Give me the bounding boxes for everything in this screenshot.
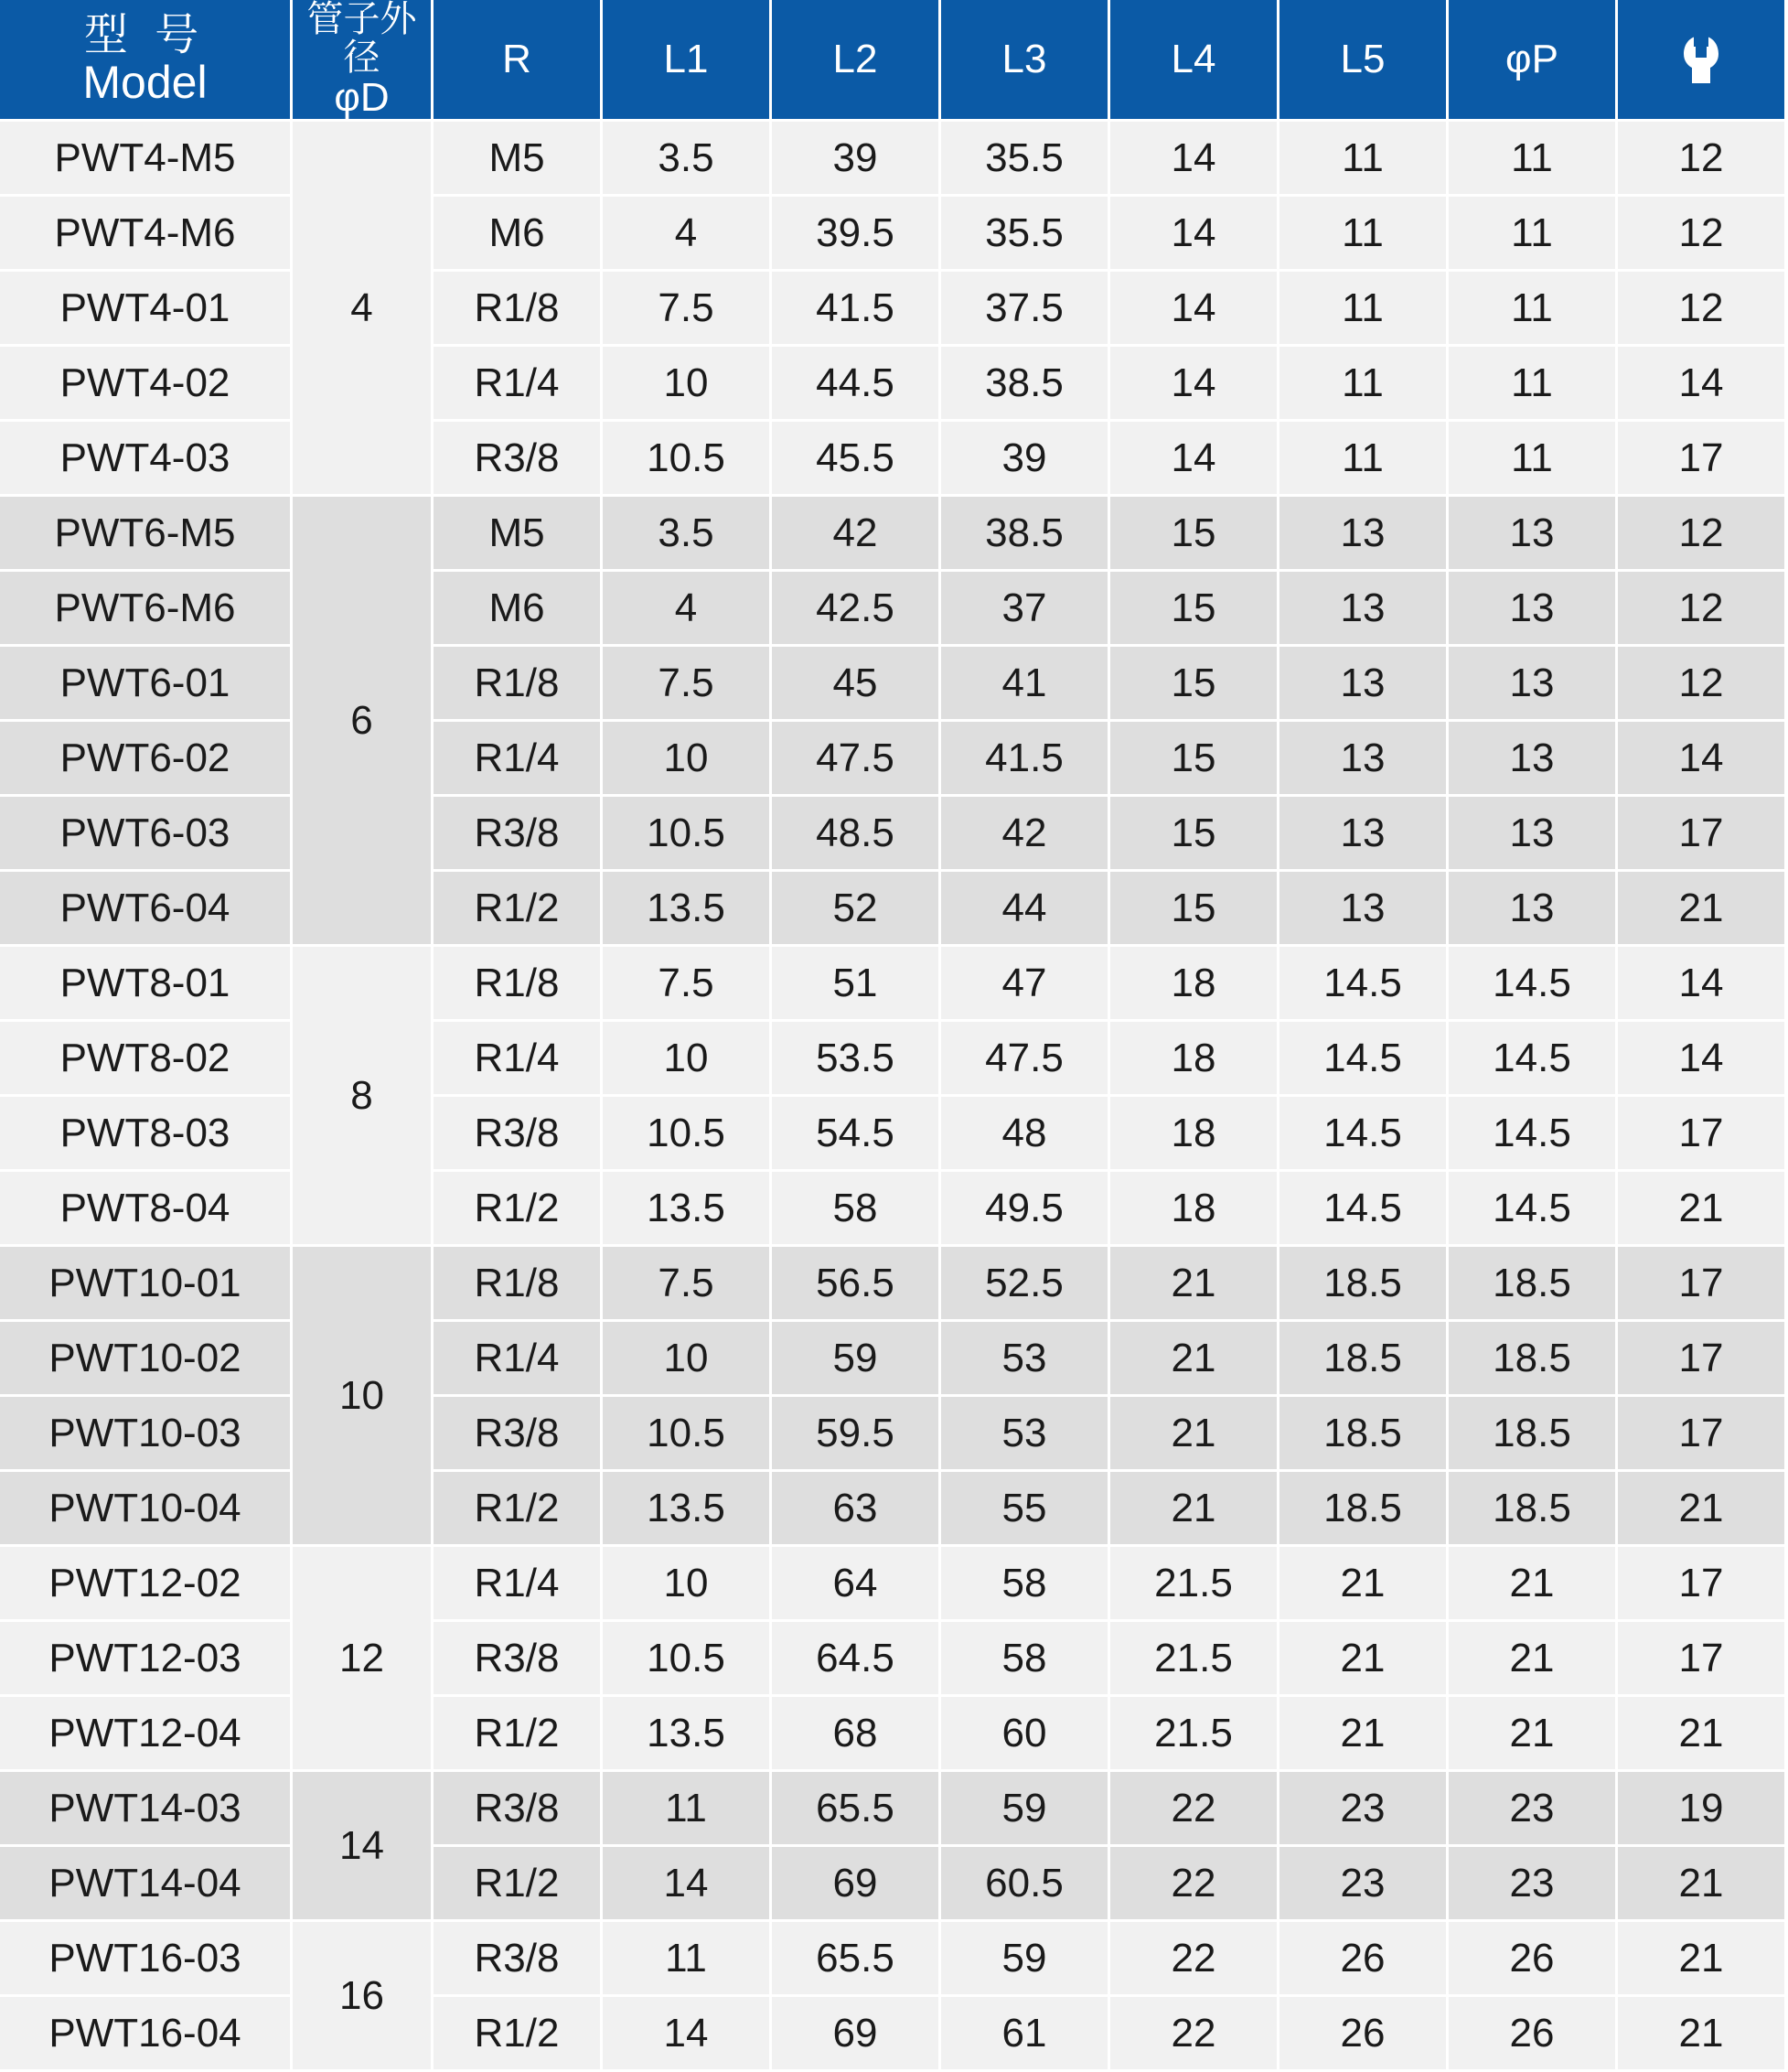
cell-wrench-size: 14 xyxy=(1618,347,1784,419)
cell-model: PWT6-M5 xyxy=(0,497,290,569)
cell-l3: 53 xyxy=(941,1322,1108,1394)
cell-model: PWT10-04 xyxy=(0,1472,290,1544)
cell-l1: 10 xyxy=(603,1547,769,1619)
table-row xyxy=(0,1697,1784,1769)
cell-l3: 58 xyxy=(941,1547,1108,1619)
header-tube-od-zh: 管子外径 xyxy=(306,0,417,78)
cell-l3: 60 xyxy=(941,1697,1108,1769)
cell-l5: 26 xyxy=(1279,1997,1446,2069)
cell-tube-od: 8 xyxy=(293,947,431,1244)
cell-l2: 63 xyxy=(772,1472,938,1544)
table-row xyxy=(0,722,1784,794)
cell-l3: 61 xyxy=(941,1997,1108,2069)
cell-p: 13 xyxy=(1449,797,1615,869)
cell-l3: 47 xyxy=(941,947,1108,1019)
cell-wrench-size: 21 xyxy=(1618,1847,1784,1919)
cell-wrench-size: 14 xyxy=(1618,947,1784,1019)
cell-l4: 21 xyxy=(1110,1472,1277,1544)
cell-l2: 48.5 xyxy=(772,797,938,869)
cell-model: PWT8-01 xyxy=(0,947,290,1019)
cell-wrench-size: 12 xyxy=(1618,572,1784,644)
cell-l4: 22 xyxy=(1110,1772,1277,1844)
cell-l1: 14 xyxy=(603,1847,769,1919)
table-row xyxy=(0,647,1784,719)
cell-r: M5 xyxy=(434,497,600,569)
cell-l5: 13 xyxy=(1279,497,1446,569)
header-model xyxy=(0,0,290,119)
cell-l5: 26 xyxy=(1279,1922,1446,1994)
cell-l3: 41.5 xyxy=(941,722,1108,794)
cell-wrench-size: 14 xyxy=(1618,722,1784,794)
cell-l1: 10.5 xyxy=(603,1397,769,1469)
cell-l1: 13.5 xyxy=(603,1172,769,1244)
cell-l1: 10.5 xyxy=(603,1097,769,1169)
cell-l5: 21 xyxy=(1279,1547,1446,1619)
cell-tube-od: 4 xyxy=(293,122,431,494)
table-row xyxy=(0,422,1784,494)
cell-wrench-size: 17 xyxy=(1618,422,1784,494)
cell-p: 13 xyxy=(1449,722,1615,794)
table-row xyxy=(0,1772,1784,1844)
cell-model: PWT4-M6 xyxy=(0,197,290,269)
cell-r: R3/8 xyxy=(434,1622,600,1694)
cell-l4: 15 xyxy=(1110,572,1277,644)
cell-r: R1/4 xyxy=(434,1547,600,1619)
cell-model: PWT8-02 xyxy=(0,1022,290,1094)
cell-model: PWT10-01 xyxy=(0,1247,290,1319)
cell-l3: 49.5 xyxy=(941,1172,1108,1244)
cell-model: PWT6-01 xyxy=(0,647,290,719)
cell-l3: 39 xyxy=(941,422,1108,494)
cell-l4: 21.5 xyxy=(1110,1622,1277,1694)
cell-l4: 21 xyxy=(1110,1397,1277,1469)
header-l5: L5 xyxy=(1279,0,1446,119)
cell-r: R3/8 xyxy=(434,1772,600,1844)
cell-l2: 52 xyxy=(772,872,938,944)
cell-l2: 39 xyxy=(772,122,938,194)
cell-l5: 14.5 xyxy=(1279,947,1446,1019)
cell-p: 11 xyxy=(1449,422,1615,494)
cell-r: R1/2 xyxy=(434,1172,600,1244)
cell-wrench-size: 19 xyxy=(1618,1772,1784,1844)
cell-wrench-size: 17 xyxy=(1618,1622,1784,1694)
cell-l1: 11 xyxy=(603,1772,769,1844)
cell-l1: 4 xyxy=(603,197,769,269)
cell-r: R1/8 xyxy=(434,647,600,719)
cell-r: R1/2 xyxy=(434,1472,600,1544)
cell-p: 18.5 xyxy=(1449,1397,1615,1469)
cell-p: 14.5 xyxy=(1449,947,1615,1019)
table-row xyxy=(0,1247,1784,1319)
cell-p: 13 xyxy=(1449,647,1615,719)
cell-l5: 18.5 xyxy=(1279,1322,1446,1394)
cell-l3: 59 xyxy=(941,1772,1108,1844)
cell-l5: 13 xyxy=(1279,797,1446,869)
cell-model: PWT10-02 xyxy=(0,1322,290,1394)
cell-l2: 65.5 xyxy=(772,1922,938,1994)
cell-wrench-size: 12 xyxy=(1618,272,1784,344)
table-header xyxy=(0,0,1784,119)
cell-r: R3/8 xyxy=(434,1922,600,1994)
cell-p: 21 xyxy=(1449,1547,1615,1619)
cell-p: 23 xyxy=(1449,1772,1615,1844)
cell-r: R1/2 xyxy=(434,872,600,944)
cell-r: R1/8 xyxy=(434,1247,600,1319)
cell-p: 18.5 xyxy=(1449,1247,1615,1319)
cell-l5: 14.5 xyxy=(1279,1172,1446,1244)
table-row xyxy=(0,1472,1784,1544)
cell-l1: 11 xyxy=(603,1922,769,1994)
cell-l1: 13.5 xyxy=(603,1472,769,1544)
cell-l5: 14.5 xyxy=(1279,1022,1446,1094)
cell-l2: 51 xyxy=(772,947,938,1019)
cell-model: PWT10-03 xyxy=(0,1397,290,1469)
cell-l2: 56.5 xyxy=(772,1247,938,1319)
cell-l5: 13 xyxy=(1279,722,1446,794)
cell-p: 14.5 xyxy=(1449,1022,1615,1094)
cell-r: M6 xyxy=(434,572,600,644)
cell-model: PWT12-04 xyxy=(0,1697,290,1769)
cell-l4: 15 xyxy=(1110,722,1277,794)
cell-l5: 23 xyxy=(1279,1847,1446,1919)
cell-l5: 14.5 xyxy=(1279,1097,1446,1169)
header-tube-od xyxy=(293,0,431,119)
cell-l1: 3.5 xyxy=(603,497,769,569)
cell-l4: 21.5 xyxy=(1110,1547,1277,1619)
cell-l3: 35.5 xyxy=(941,197,1108,269)
cell-l3: 44 xyxy=(941,872,1108,944)
cell-tube-od: 6 xyxy=(293,497,431,944)
cell-model: PWT6-M6 xyxy=(0,572,290,644)
cell-p: 18.5 xyxy=(1449,1472,1615,1544)
table-row xyxy=(0,1997,1784,2069)
cell-l1: 7.5 xyxy=(603,947,769,1019)
cell-l3: 55 xyxy=(941,1472,1108,1544)
cell-l1: 4 xyxy=(603,572,769,644)
cell-r: R1/4 xyxy=(434,347,600,419)
cell-l3: 42 xyxy=(941,797,1108,869)
cell-l4: 15 xyxy=(1110,872,1277,944)
header-l2: L2 xyxy=(772,0,938,119)
cell-l1: 10 xyxy=(603,347,769,419)
cell-wrench-size: 17 xyxy=(1618,797,1784,869)
cell-wrench-size: 17 xyxy=(1618,1322,1784,1394)
cell-l2: 68 xyxy=(772,1697,938,1769)
cell-model: PWT6-04 xyxy=(0,872,290,944)
cell-l3: 38.5 xyxy=(941,497,1108,569)
cell-l4: 14 xyxy=(1110,122,1277,194)
cell-p: 13 xyxy=(1449,497,1615,569)
cell-l1: 7.5 xyxy=(603,1247,769,1319)
cell-l4: 15 xyxy=(1110,797,1277,869)
cell-l5: 21 xyxy=(1279,1622,1446,1694)
cell-l2: 53.5 xyxy=(772,1022,938,1094)
cell-r: R1/4 xyxy=(434,1022,600,1094)
cell-p: 26 xyxy=(1449,1922,1615,1994)
header-row xyxy=(0,0,1784,119)
table-row xyxy=(0,1547,1784,1619)
cell-wrench-size: 12 xyxy=(1618,197,1784,269)
cell-l5: 18.5 xyxy=(1279,1397,1446,1469)
cell-l3: 59 xyxy=(941,1922,1108,1994)
cell-l1: 10.5 xyxy=(603,422,769,494)
cell-l4: 18 xyxy=(1110,1097,1277,1169)
cell-wrench-size: 21 xyxy=(1618,1172,1784,1244)
cell-l2: 42.5 xyxy=(772,572,938,644)
cell-l3: 48 xyxy=(941,1097,1108,1169)
cell-wrench-size: 12 xyxy=(1618,647,1784,719)
cell-l2: 54.5 xyxy=(772,1097,938,1169)
table-row xyxy=(0,197,1784,269)
cell-l3: 37 xyxy=(941,572,1108,644)
cell-r: R3/8 xyxy=(434,1397,600,1469)
table-row xyxy=(0,1847,1784,1919)
cell-l2: 64 xyxy=(772,1547,938,1619)
cell-p: 14.5 xyxy=(1449,1172,1615,1244)
cell-l2: 69 xyxy=(772,1997,938,2069)
cell-tube-od: 16 xyxy=(293,1922,431,2069)
cell-l4: 21 xyxy=(1110,1247,1277,1319)
cell-tube-od: 14 xyxy=(293,1772,431,1919)
table-body xyxy=(0,122,1784,2069)
cell-wrench-size: 21 xyxy=(1618,1922,1784,1994)
cell-p: 11 xyxy=(1449,122,1615,194)
cell-l5: 13 xyxy=(1279,572,1446,644)
header-p: φP xyxy=(1449,0,1615,119)
cell-l1: 10.5 xyxy=(603,797,769,869)
table-row xyxy=(0,1172,1784,1244)
cell-l4: 15 xyxy=(1110,647,1277,719)
cell-wrench-size: 12 xyxy=(1618,122,1784,194)
cell-l1: 13.5 xyxy=(603,1697,769,1769)
cell-l1: 10.5 xyxy=(603,1622,769,1694)
table-row xyxy=(0,122,1784,194)
cell-l5: 13 xyxy=(1279,647,1446,719)
cell-l4: 21.5 xyxy=(1110,1697,1277,1769)
cell-wrench-size: 17 xyxy=(1618,1397,1784,1469)
cell-l4: 14 xyxy=(1110,422,1277,494)
cell-l1: 14 xyxy=(603,1997,769,2069)
cell-model: PWT8-04 xyxy=(0,1172,290,1244)
table-row xyxy=(0,947,1784,1019)
cell-p: 21 xyxy=(1449,1622,1615,1694)
cell-l4: 14 xyxy=(1110,197,1277,269)
cell-l2: 45.5 xyxy=(772,422,938,494)
cell-r: R3/8 xyxy=(434,422,600,494)
table-row xyxy=(0,272,1784,344)
cell-l5: 13 xyxy=(1279,872,1446,944)
cell-wrench-size: 14 xyxy=(1618,1022,1784,1094)
cell-r: R1/8 xyxy=(434,947,600,1019)
cell-l4: 22 xyxy=(1110,1997,1277,2069)
cell-l1: 7.5 xyxy=(603,272,769,344)
cell-tube-od: 12 xyxy=(293,1547,431,1769)
cell-wrench-size: 17 xyxy=(1618,1247,1784,1319)
wrench-icon xyxy=(1681,34,1721,85)
cell-l2: 45 xyxy=(772,647,938,719)
cell-model: PWT8-03 xyxy=(0,1097,290,1169)
cell-wrench-size: 21 xyxy=(1618,1697,1784,1769)
cell-l3: 41 xyxy=(941,647,1108,719)
cell-l1: 7.5 xyxy=(603,647,769,719)
header-model-zh: 型 号 xyxy=(83,10,207,59)
cell-model: PWT14-04 xyxy=(0,1847,290,1919)
cell-l4: 15 xyxy=(1110,497,1277,569)
cell-r: M5 xyxy=(434,122,600,194)
cell-model: PWT4-03 xyxy=(0,422,290,494)
cell-model: PWT4-02 xyxy=(0,347,290,419)
table-row xyxy=(0,497,1784,569)
cell-p: 11 xyxy=(1449,197,1615,269)
cell-p: 11 xyxy=(1449,347,1615,419)
cell-l2: 69 xyxy=(772,1847,938,1919)
cell-r: R1/4 xyxy=(434,1322,600,1394)
cell-wrench-size: 21 xyxy=(1618,1472,1784,1544)
cell-r: R1/2 xyxy=(434,1997,600,2069)
cell-p: 18.5 xyxy=(1449,1322,1615,1394)
cell-l2: 39.5 xyxy=(772,197,938,269)
cell-wrench-size: 17 xyxy=(1618,1097,1784,1169)
cell-p: 13 xyxy=(1449,572,1615,644)
cell-l5: 11 xyxy=(1279,422,1446,494)
cell-l4: 14 xyxy=(1110,347,1277,419)
cell-l5: 21 xyxy=(1279,1697,1446,1769)
cell-wrench-size: 21 xyxy=(1618,1997,1784,2069)
cell-p: 21 xyxy=(1449,1697,1615,1769)
cell-wrench-size: 12 xyxy=(1618,497,1784,569)
cell-l3: 47.5 xyxy=(941,1022,1108,1094)
cell-l2: 64.5 xyxy=(772,1622,938,1694)
cell-r: R1/8 xyxy=(434,272,600,344)
header-l3: L3 xyxy=(941,0,1108,119)
cell-model: PWT16-03 xyxy=(0,1922,290,1994)
cell-model: PWT14-03 xyxy=(0,1772,290,1844)
cell-model: PWT16-04 xyxy=(0,1997,290,2069)
cell-l1: 10 xyxy=(603,1022,769,1094)
cell-l3: 60.5 xyxy=(941,1847,1108,1919)
table-row xyxy=(0,1922,1784,1994)
header-l1: L1 xyxy=(603,0,769,119)
cell-wrench-size: 21 xyxy=(1618,872,1784,944)
cell-p: 23 xyxy=(1449,1847,1615,1919)
cell-l1: 10 xyxy=(603,1322,769,1394)
cell-r: M6 xyxy=(434,197,600,269)
cell-l5: 23 xyxy=(1279,1772,1446,1844)
header-model-en: Model xyxy=(82,57,208,109)
cell-wrench-size: 17 xyxy=(1618,1547,1784,1619)
cell-l2: 41.5 xyxy=(772,272,938,344)
cell-l2: 47.5 xyxy=(772,722,938,794)
cell-r: R1/2 xyxy=(434,1697,600,1769)
cell-model: PWT4-M5 xyxy=(0,122,290,194)
cell-model: PWT12-02 xyxy=(0,1547,290,1619)
table-row xyxy=(0,1097,1784,1169)
cell-r: R1/4 xyxy=(434,722,600,794)
cell-l3: 37.5 xyxy=(941,272,1108,344)
cell-tube-od: 10 xyxy=(293,1247,431,1544)
cell-l3: 52.5 xyxy=(941,1247,1108,1319)
cell-l1: 10 xyxy=(603,722,769,794)
cell-l2: 65.5 xyxy=(772,1772,938,1844)
table-row xyxy=(0,1622,1784,1694)
cell-p: 26 xyxy=(1449,1997,1615,2069)
cell-l4: 18 xyxy=(1110,1022,1277,1094)
cell-p: 14.5 xyxy=(1449,1097,1615,1169)
cell-l3: 35.5 xyxy=(941,122,1108,194)
cell-model: PWT12-03 xyxy=(0,1622,290,1694)
cell-l4: 21 xyxy=(1110,1322,1277,1394)
cell-l5: 11 xyxy=(1279,197,1446,269)
cell-l4: 18 xyxy=(1110,947,1277,1019)
cell-model: PWT4-01 xyxy=(0,272,290,344)
cell-l1: 3.5 xyxy=(603,122,769,194)
cell-l4: 14 xyxy=(1110,272,1277,344)
cell-l2: 59 xyxy=(772,1322,938,1394)
cell-r: R1/2 xyxy=(434,1847,600,1919)
cell-p: 11 xyxy=(1449,272,1615,344)
cell-l2: 42 xyxy=(772,497,938,569)
table-row xyxy=(0,1322,1784,1394)
cell-l5: 11 xyxy=(1279,122,1446,194)
header-l4: L4 xyxy=(1110,0,1277,119)
cell-l2: 59.5 xyxy=(772,1397,938,1469)
cell-l5: 18.5 xyxy=(1279,1247,1446,1319)
cell-l3: 58 xyxy=(941,1622,1108,1694)
cell-l2: 44.5 xyxy=(772,347,938,419)
cell-model: PWT6-02 xyxy=(0,722,290,794)
table-row xyxy=(0,347,1784,419)
header-wrench xyxy=(1618,0,1784,119)
cell-l2: 58 xyxy=(772,1172,938,1244)
header-tube-od-en: φD xyxy=(334,75,390,120)
cell-l4: 22 xyxy=(1110,1847,1277,1919)
table-row xyxy=(0,1397,1784,1469)
cell-l5: 11 xyxy=(1279,272,1446,344)
cell-l3: 53 xyxy=(941,1397,1108,1469)
cell-r: R3/8 xyxy=(434,1097,600,1169)
table-row xyxy=(0,1022,1784,1094)
table-row xyxy=(0,572,1784,644)
cell-l5: 11 xyxy=(1279,347,1446,419)
cell-l1: 13.5 xyxy=(603,872,769,944)
cell-p: 13 xyxy=(1449,872,1615,944)
table-row xyxy=(0,872,1784,944)
cell-r: R3/8 xyxy=(434,797,600,869)
table-row xyxy=(0,797,1784,869)
cell-model: PWT6-03 xyxy=(0,797,290,869)
cell-l3: 38.5 xyxy=(941,347,1108,419)
cell-l4: 22 xyxy=(1110,1922,1277,1994)
cell-l5: 18.5 xyxy=(1279,1472,1446,1544)
header-r: R xyxy=(434,0,600,119)
cell-l4: 18 xyxy=(1110,1172,1277,1244)
